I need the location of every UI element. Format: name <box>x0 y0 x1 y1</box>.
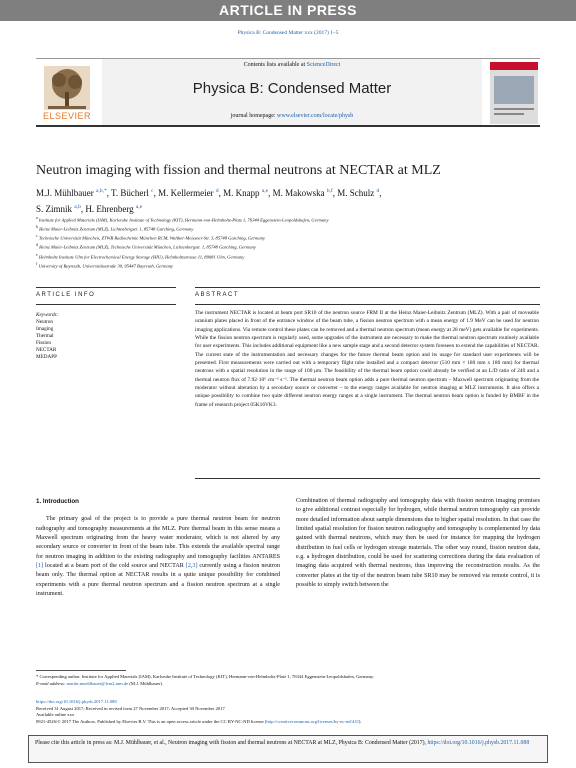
journal-title: Physica B: Condensed Matter <box>192 80 392 97</box>
author-email-link[interactable]: martin.muehlbauer@frm2.tum.de <box>66 680 129 686</box>
article-info-heading: ARTICLE INFO <box>36 292 96 298</box>
homepage-link[interactable]: www.elsevier.com/locate/physb <box>277 113 354 119</box>
abstract-rule <box>195 287 540 288</box>
journal-cover-thumbnail[interactable] <box>490 62 538 124</box>
contents-line <box>102 62 482 68</box>
cite-this-article-box: Please cite this article in press as: M.J. Mühlbauer, et al., Neutron imaging with fission and thermal neutrons at NECTAR at MLZ, Physica B: Condensed Matter (2017), https://doi.org/10.1016/j.physb.2017.11.088 <box>28 735 548 763</box>
author[interactable]: H. Ehrenberg $^{a,e}$ <box>85 204 143 214</box>
affiliation: $^c$ Technische Universität München, ZTWB Radiochemie München RCM, Walther-Meissner-Str. 3, 85748 Garching, Germany <box>36 234 266 241</box>
article-info-rule <box>36 287 176 288</box>
author[interactable]: M. Kellermeier $^d$ <box>158 188 219 198</box>
author[interactable]: M. Makowska $^{b,f}$ <box>272 188 333 198</box>
cite-doi-link[interactable]: https://doi.org/10.1016/j.physb.2017.11.088 <box>427 740 530 746</box>
affiliation: $^e$ Helmholtz Institute Ulm for Electrochemical Energy Storage (HIU), Helmholtzstrasse 11, 89081 Ulm, Germany <box>36 252 245 260</box>
journal-reference[interactable]: Physica B: Condensed Matter xxx (2017) 1–5 <box>237 30 339 36</box>
keyword: NECTAR <box>36 347 57 353</box>
affiliation: $^d$ Heinz Maier-Leibnitz Zentrum (MLZ), Technische Universität München, Lichtenbergstr. 1, 85748 Garching, Germany <box>36 243 256 250</box>
available-online: Available online xxx <box>36 712 75 718</box>
article-in-press-banner: ARTICLE IN PRESS <box>0 0 576 21</box>
abstract-text: The instrument NECTAR is located at beam port SR10 of the neutron source FRM II at the Heinz Maier-Leibnitz Zentrum (MLZ). With a pair of moveable uranium plates placed in front of the entrance window of the beam tube, a fission neutron spectrum with a mean energy of 1.9 MeV can be used for neutron imaging applications. Via remote control these plates can be removed and a thermal neutron spectrum (mean energy at 28 meV) gets available for experiments. While the fission neutron spectrum is regularly used, some upgrades of the instrument are necessary to make the thermal neutron spectrum routinely available for user experiments. This includes additional equipment like a new sample stage and a second detector system foreseen to extend the capabilities of NECTAR. The current state of the instrumentation and necessary changes for the future thermal beam option and its usage for standard user experiments will be presented. First measurements were carried out with a temporary flight tube installed and a compact detector (510 mm × 180 mm x 180 mm) for thermal neutrons with a spatial resolution in the range of 100 μm. The feasibility of the thermal beam option could already be verified at an L/D ratio of 240 and a thermal neutron flux of 7.92·10⁶ cm⁻² s⁻¹. The thermal neutron beam option adds a pure thermal neutron spectrum – Maxwell spectrum originating from the moderator without alteration by a secondary source or converter – to the energy ranges available for neutron imaging at MLZ instruments. It also offers a unique possibility to combine two quite different neutron energy ranges at a single instrument. The thermal neutron beam option is funded by BMBF in the frame of research project 05K16VK3. <box>195 310 539 408</box>
introduction-paragraph: The primary goal of the project is to provide a pure thermal neutron beam for neutron radiography and tomography measurements at the MLZ. Pure thermal beam in this sense means a Maxwell spectrum originating from the heavy water moderator, which is not altered by any secondary source or converter in front of the beam tube. This extends the available spectral range for neutron imaging in addition to the existing radiography and tomography facilities ANTARES [1] located at a beam port of the cold source and NECTAR [2,3] currently using a fission neutron beam only. The thermal option at NECTAR results in a quite unique possibility for combined experiments with a pure thermal neutron spectrum and a fission neutron spectrum at a single instrument. <box>36 516 280 598</box>
keywords-block <box>36 312 176 361</box>
author[interactable]: M.J. Mühlbauer $^{a,b,*}$ <box>36 188 107 198</box>
masthead-center <box>102 59 482 125</box>
homepage-prefix: journal homepage: <box>230 113 278 119</box>
abstract-heading: ABSTRACT <box>195 292 240 298</box>
abstract-bottom-rule <box>195 478 540 479</box>
affiliation-list <box>36 215 540 270</box>
license-link[interactable]: http://creativecommons.org/licenses/by-nc-nd/4.0/ <box>266 718 359 724</box>
doi-link[interactable]: https://doi.org/10.1016/j.physb.2017.11.088 <box>36 699 117 704</box>
sciencedirect-link[interactable]: ScienceDirect <box>306 62 341 68</box>
author[interactable]: M. Knapp $^{a,e}$ <box>223 188 269 198</box>
affiliation: $^b$ Heinz Maier-Leibnitz Zentrum (MLZ), Lichtenbergstr. 1, 85748 Garching, Germany <box>36 225 194 232</box>
keyword: MEDAPP <box>36 354 58 360</box>
citation-link[interactable]: [2,3] <box>185 563 198 570</box>
keyword: Thermal <box>36 333 54 339</box>
keyword: Imaging <box>36 326 54 332</box>
author[interactable]: S. Zimnik $^{a,b}$ <box>36 204 81 214</box>
contents-prefix: Contents lists available at <box>243 62 307 68</box>
affiliation: $^a$ Institute for Applied Materials (IAM), Karlsruhe Institute of Technology (KIT), Hermann-von-Helmholtz-Platz 1, 76344 Eggenstein-Leopoldshafen, Germany <box>36 216 329 223</box>
article-title: Neutron imaging with fission and thermal neutrons at NECTAR at MLZ <box>36 163 441 178</box>
copyright-line: 0921-4526/© 2017 The Authors. Published by Elsevier B.V. This is an open access article under the CC BY-NC-ND license (http://creativecommons.org/licenses/by-nc-nd/4.0/). <box>36 718 362 724</box>
author[interactable]: M. Schulz $^d$ <box>337 188 380 198</box>
introduction-paragraph: Combination of thermal radiography and tomography data with fission neutron imaging promises to give additional contrast especially for hydrogen, while thermal neutron tomography can provide more detailed information about sample dimensions due to higher spatial resolution. In that case the limited spatial resolution for fission neutron radiography and tomography is complemented by data gained with thermal neutrons, which may then be used for instance for mapping the hydrogen distribution in fuel cells or hydrogen storage materials. The other way round, fission neutron data, e.g. a hydrogen distribution, could be used for scattering corrections during the data evaluation of imaging data acquired with thermal neutrons, thus improving the reconstruction results. As the converter plates at the tip of the neutron beam tube SR10 may be removed via remote control, it is possible to simply switch between the <box>296 498 540 589</box>
keyword: Fission <box>36 340 51 346</box>
footnote: * Corresponding author. Institute for Applied Materials (IAM), Karlsruhe Institute of Technology (KIT), Hermann-von-Helmholtz-Platz 1, 76344 Eggenstein-Leopoldshafen, Germany. E-mail address: martin.muehlbauer@frm2.tum.de (M.J. Mühlbauer). <box>36 674 375 686</box>
received-dates: Received 31 August 2017; Received in revised form 27 November 2017; Accepted 30 November 2017 <box>36 705 225 711</box>
citation-link[interactable]: [1] <box>36 563 44 570</box>
elsevier-wordmark[interactable]: ELSEVIER <box>42 111 92 121</box>
body-column-right <box>296 497 540 590</box>
author[interactable]: T. Bücherl $^c$ <box>111 188 154 198</box>
author-list: M.J. Mühlbauer $^{a,b,*}$, T. Bücherl $^c$, M. Kellermeier $^d$, M. Knapp $^{a,e}$, M. Makowska $^{b,f}$, M. Schulz $^d$, S. Zimnik $^{a,b}$, H. Ehrenberg $^{a,e}$ <box>36 188 382 214</box>
body-column-left <box>36 497 280 599</box>
publication-info <box>36 699 540 725</box>
masthead <box>36 58 540 127</box>
journal-homepage <box>102 113 482 119</box>
abstract-subrule <box>195 304 540 305</box>
keywords-label: Keywords: <box>36 312 59 318</box>
affiliation: $^f$ University of Bayreuth, Universitätsstraße 30, 95447 Bayreuth, Germany <box>36 261 174 269</box>
footnote-rule <box>36 670 126 671</box>
keyword: Neutron <box>36 319 53 325</box>
introduction-heading: 1. Introduction <box>36 498 79 505</box>
article-info-subrule <box>36 304 176 305</box>
